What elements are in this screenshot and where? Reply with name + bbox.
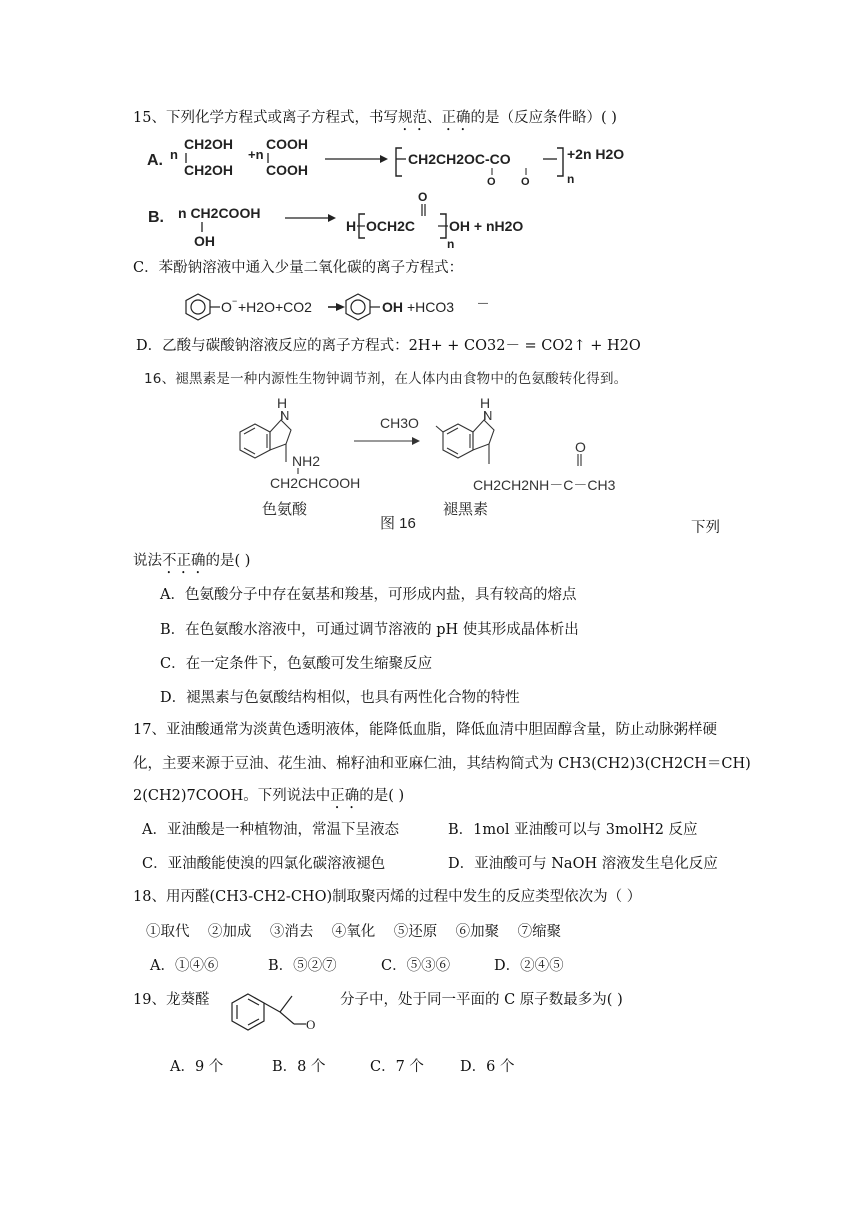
svg-text:COOH: COOH [266, 162, 308, 178]
svg-text:OH: OH [382, 299, 403, 315]
svg-text:CH2CH2OC-CO: CH2CH2OC-CO [408, 151, 511, 167]
q16-option-b: B．在色氨酸水溶液中，可通过调节溶液的 pH 使其形成晶体析出 [160, 622, 579, 638]
q19-stem-post: 分子中，处于同一平面的 C 原子数最多为( ) [340, 992, 623, 1008]
svg-text:OCH2C: OCH2C [366, 218, 416, 234]
q16-title: 16、褪黑素是一种内源性生物钟调节剂，在人体内由食物中的色氨酸转化得到。 [144, 371, 628, 387]
svg-text:O: O [487, 176, 496, 188]
q17-line2: 化，主要来源于豆油、花生油、棉籽油和亚麻仁油，其结构简式为 CH3(CH2)3(CH2CH＝CH) [133, 756, 751, 772]
q19-option-a: A．9 个 [170, 1059, 224, 1075]
svg-text:n CH2COOH: n CH2COOH [178, 205, 261, 221]
svg-text:H: H [480, 395, 491, 411]
q15b-label: B. [148, 209, 164, 226]
q19-option-c: C．7 个 [370, 1059, 424, 1075]
q18-option-c: C．⑤③⑥ [381, 958, 451, 974]
q18-option-b: B．⑤②⑦ [268, 958, 337, 974]
svg-text:NH2: NH2 [292, 453, 321, 469]
svg-text:O: O [521, 176, 530, 188]
svg-text:CH2CHCOOH: CH2CHCOOH [270, 475, 361, 491]
svg-text:O: O [221, 299, 232, 315]
q15-option-d-text: D．乙酸与碳酸钠溶液反应的离子方程式：2H+ + CO32－ = CO2↑ + H2O [136, 338, 641, 354]
svg-text:CH2OH: CH2OH [184, 136, 234, 152]
svg-text:OH: OH [194, 233, 215, 249]
svg-text:O: O [418, 190, 428, 204]
svg-text:+H2O+CO2: +H2O+CO2 [238, 299, 312, 315]
q15-option-b-equation [140, 190, 560, 252]
q16-xialie: 下列 [691, 520, 720, 536]
q18-option-a: A．①④⑥ [150, 958, 219, 974]
svg-text:H: H [277, 395, 288, 411]
svg-text:CH2OH: CH2OH [184, 162, 234, 178]
q15-option-c-text: C．苯酚钠溶液中通入少量二氧化碳的离子方程式： [133, 260, 464, 276]
svg-text:+2n H2O: +2n H2O [567, 146, 625, 162]
svg-text:CH3O: CH3O [380, 415, 419, 431]
q16-left-name: 色氨酸 [262, 501, 308, 518]
q15a-label: A. [147, 152, 163, 169]
q19-option-d: D．6 个 [460, 1059, 515, 1075]
q18-stem: 18、用丙醛(CH3-CH2-CHO)制取聚丙烯的过程中发生的反应类型依次为（ ） [133, 889, 642, 905]
q18-reaction-types: ①取代 ②加成 ③消去 ④氧化 ⑤还原 ⑥加聚 ⑦缩聚 [146, 924, 562, 940]
q15-option-c-equation [180, 288, 500, 326]
svg-text:n: n [170, 147, 178, 162]
svg-text:—: — [478, 298, 488, 309]
q15-stem: 15、下列化学方程式或离子方程式，书写规范、正确的是（反应条件略）( ) [133, 110, 617, 126]
q16-stem: 说法不正确的是( ) [133, 553, 251, 569]
q17-option-c: C．亚油酸能使溴的四氯化碳溶液褪色 [142, 856, 386, 872]
q17-option-b: B．1mol 亚油酸可以与 3molH2 反应 [448, 822, 698, 838]
svg-text:−: − [232, 296, 238, 306]
q16-option-a: A．色氨酸分子中存在氨基和羧基，可形成内盐，具有较高的熔点 [160, 587, 577, 603]
svg-text:OH + nH2O: OH + nH2O [449, 218, 524, 234]
q16-structure-figure [230, 394, 630, 534]
q15-option-a-equation [140, 132, 660, 190]
q17-line3: 2(CH2)7COOH。下列说法中正确的是( ) [133, 788, 405, 804]
svg-text:O: O [306, 1017, 316, 1032]
q19-option-b: B．8 个 [272, 1059, 326, 1075]
q19-longkuiquan-structure [226, 986, 326, 1036]
q16-figure-label: 图 16 [380, 515, 416, 532]
svg-text:+n: +n [248, 147, 264, 162]
svg-text:H: H [346, 218, 357, 234]
svg-text:+HCO3: +HCO3 [407, 299, 455, 315]
q17-line1: 17、亚油酸通常为淡黄色透明液体，能降低血脂，降低血清中胆固醇含量，防止动脉粥样硬 [133, 722, 717, 738]
q16-option-c: C．在一定条件下，色氨酸可发生缩聚反应 [160, 656, 433, 672]
q17-option-a: A．亚油酸是一种植物油，常温下呈液态 [142, 822, 399, 838]
svg-text:COOH: COOH [266, 136, 308, 152]
q16-option-d: D．褪黑素与色氨酸结构相似，也具有两性化合物的特性 [160, 690, 520, 706]
svg-text:N: N [483, 408, 493, 423]
svg-text:O: O [575, 439, 586, 455]
svg-text:n: n [447, 237, 455, 251]
q19-stem-pre: 19、龙葵醛 [133, 992, 210, 1008]
svg-text:n: n [567, 172, 575, 186]
svg-text:N: N [280, 408, 290, 423]
svg-text:CH2CH2NH－C－CH3: CH2CH2NH－C－CH3 [473, 477, 616, 493]
q17-option-d: D．亚油酸可与 NaOH 溶液发生皂化反应 [448, 856, 718, 872]
q16-right-name: 褪黑素 [443, 501, 489, 518]
q18-option-d: D．②④⑤ [494, 958, 564, 974]
